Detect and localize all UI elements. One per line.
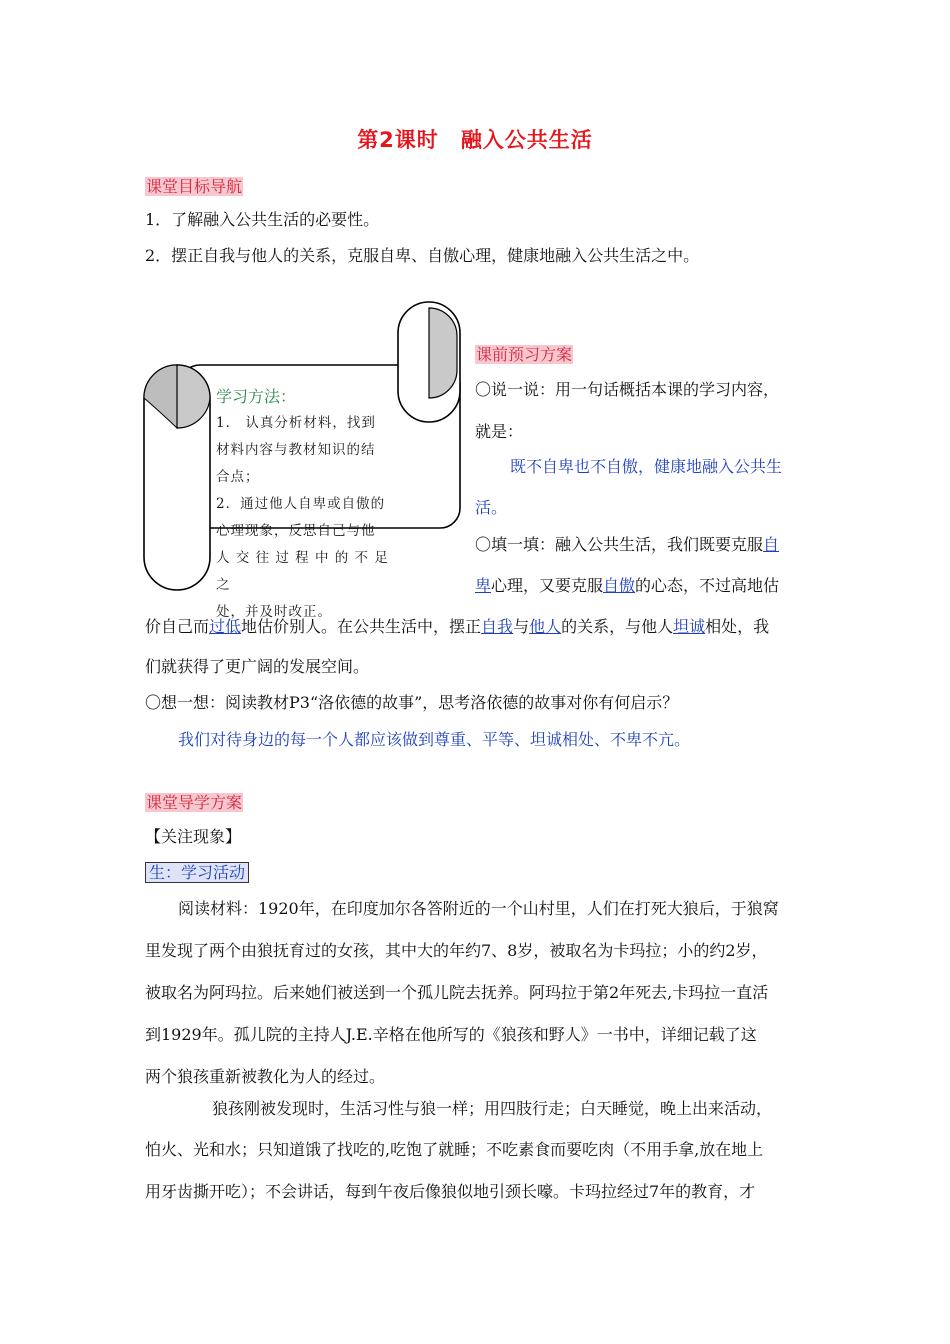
goal-item-2: 2．摆正自我与他人的关系，克服自卑、自傲心理，健康地融入公共生活之中。 — [145, 246, 700, 265]
fill-answer: 自 — [763, 535, 780, 554]
para2-line: 狼孩刚被发现时，生活习性与狼一样；用四肢行走；白天睡觉，晚上出来活动， — [212, 1099, 773, 1118]
activity-label: 生：学习活动 — [145, 860, 249, 883]
scroll-line: 2．通过他人自卑或自傲的 — [216, 496, 386, 512]
lesson-number: 第2课时 — [357, 128, 439, 152]
para1-line: 两个狼孩重新被教化为人的经过。 — [145, 1067, 386, 1086]
para2-line: 怕火、光和水；只知道饿了找吃的,吃饱了就睡；不吃素食而要吃肉（不用手拿,放在地上 — [145, 1140, 764, 1159]
page-title — [0, 124, 950, 154]
think-question: 〇想一想：阅读教材P3“洛依德的故事”，思考洛依德的故事对你有何启示？ — [145, 693, 679, 712]
scroll-line: 人 交 往 过 程 中 的 不 足 之 — [216, 550, 389, 593]
scroll-line: 处，并及时改正。 — [216, 604, 332, 620]
fill-answer: 自我 — [481, 617, 514, 636]
say-answer-cont: 活。 — [475, 498, 508, 517]
scroll-line: 合点； — [216, 469, 260, 485]
para1-line: 阅读材料：1920年，在印度加尔各答附近的一个山村里，人们在打死大狼后，于狼窝 — [178, 899, 779, 918]
fill-line-3: 价自己而过低地估价别人。在公共生活中，摆正自我与他人的关系，与他人坦诚相处，我 — [145, 617, 770, 636]
say-question: 〇说一说：用一句话概括本课的学习内容， — [475, 380, 780, 399]
fill-answer: 卑 — [475, 576, 492, 595]
focus-label: 【关注现象】 — [145, 827, 242, 846]
preview-heading: 课前预习方案 — [476, 345, 573, 364]
fill-line-2: 卑心理，又要克服自傲的心态，不过高地估 — [475, 576, 780, 595]
para2-line: 用牙齿撕开吃）；不会讲话，每到午夜后像狼似地引颈长嚎。卡玛拉经过7年的教育，才 — [145, 1182, 756, 1201]
think-answer: 我们对待身边的每一个人都应该做到尊重、平等、坦诚相处、不卑不亢。 — [178, 730, 691, 749]
scroll-body — [216, 410, 396, 626]
scroll-line: 材料内容与教材知识的结 — [216, 442, 376, 458]
scroll-line: 心理现象，反思自己与他 — [216, 523, 376, 539]
scroll-line: 1． 认真分析材料，找到 — [216, 415, 376, 431]
scroll-title: 学习方法： — [216, 387, 297, 406]
para1-line: 里发现了两个由狼抚育过的女孩，其中大的年约7、8岁，被取名为卡玛拉；小的约2岁， — [145, 941, 768, 960]
para1-line: 到1929年。孤儿院的主持人J.E.辛格在他所写的《狼孩和野人》一书中，详细记载了这 — [145, 1025, 757, 1044]
fill-line-4: 们就获得了更广阔的发展空间。 — [145, 657, 370, 676]
para1-line: 被取名为阿玛拉。后来她们被送到一个孤儿院去抚养。阿玛拉于第2年死去,卡玛拉一直活 — [145, 983, 769, 1002]
guide-heading: 课堂导学方案 — [146, 793, 243, 812]
fill-answer: 过低 — [209, 617, 242, 636]
goal-item-1: 1．了解融入公共生活的必要性。 — [145, 210, 380, 229]
fill-answer: 自傲 — [603, 576, 636, 595]
fill-line-1: 〇填一填：融入公共生活，我们既要克服自 — [475, 535, 780, 554]
fill-answer: 他人 — [529, 617, 562, 636]
say-question-cont: 就是： — [475, 422, 524, 441]
say-answer: 既不自卑也不自傲，健康地融入公共生 — [510, 457, 783, 476]
goals-heading: 课堂目标导航 — [146, 177, 243, 196]
lesson-title: 融入公共生活 — [460, 128, 593, 152]
fill-answer: 坦诚 — [673, 617, 706, 636]
